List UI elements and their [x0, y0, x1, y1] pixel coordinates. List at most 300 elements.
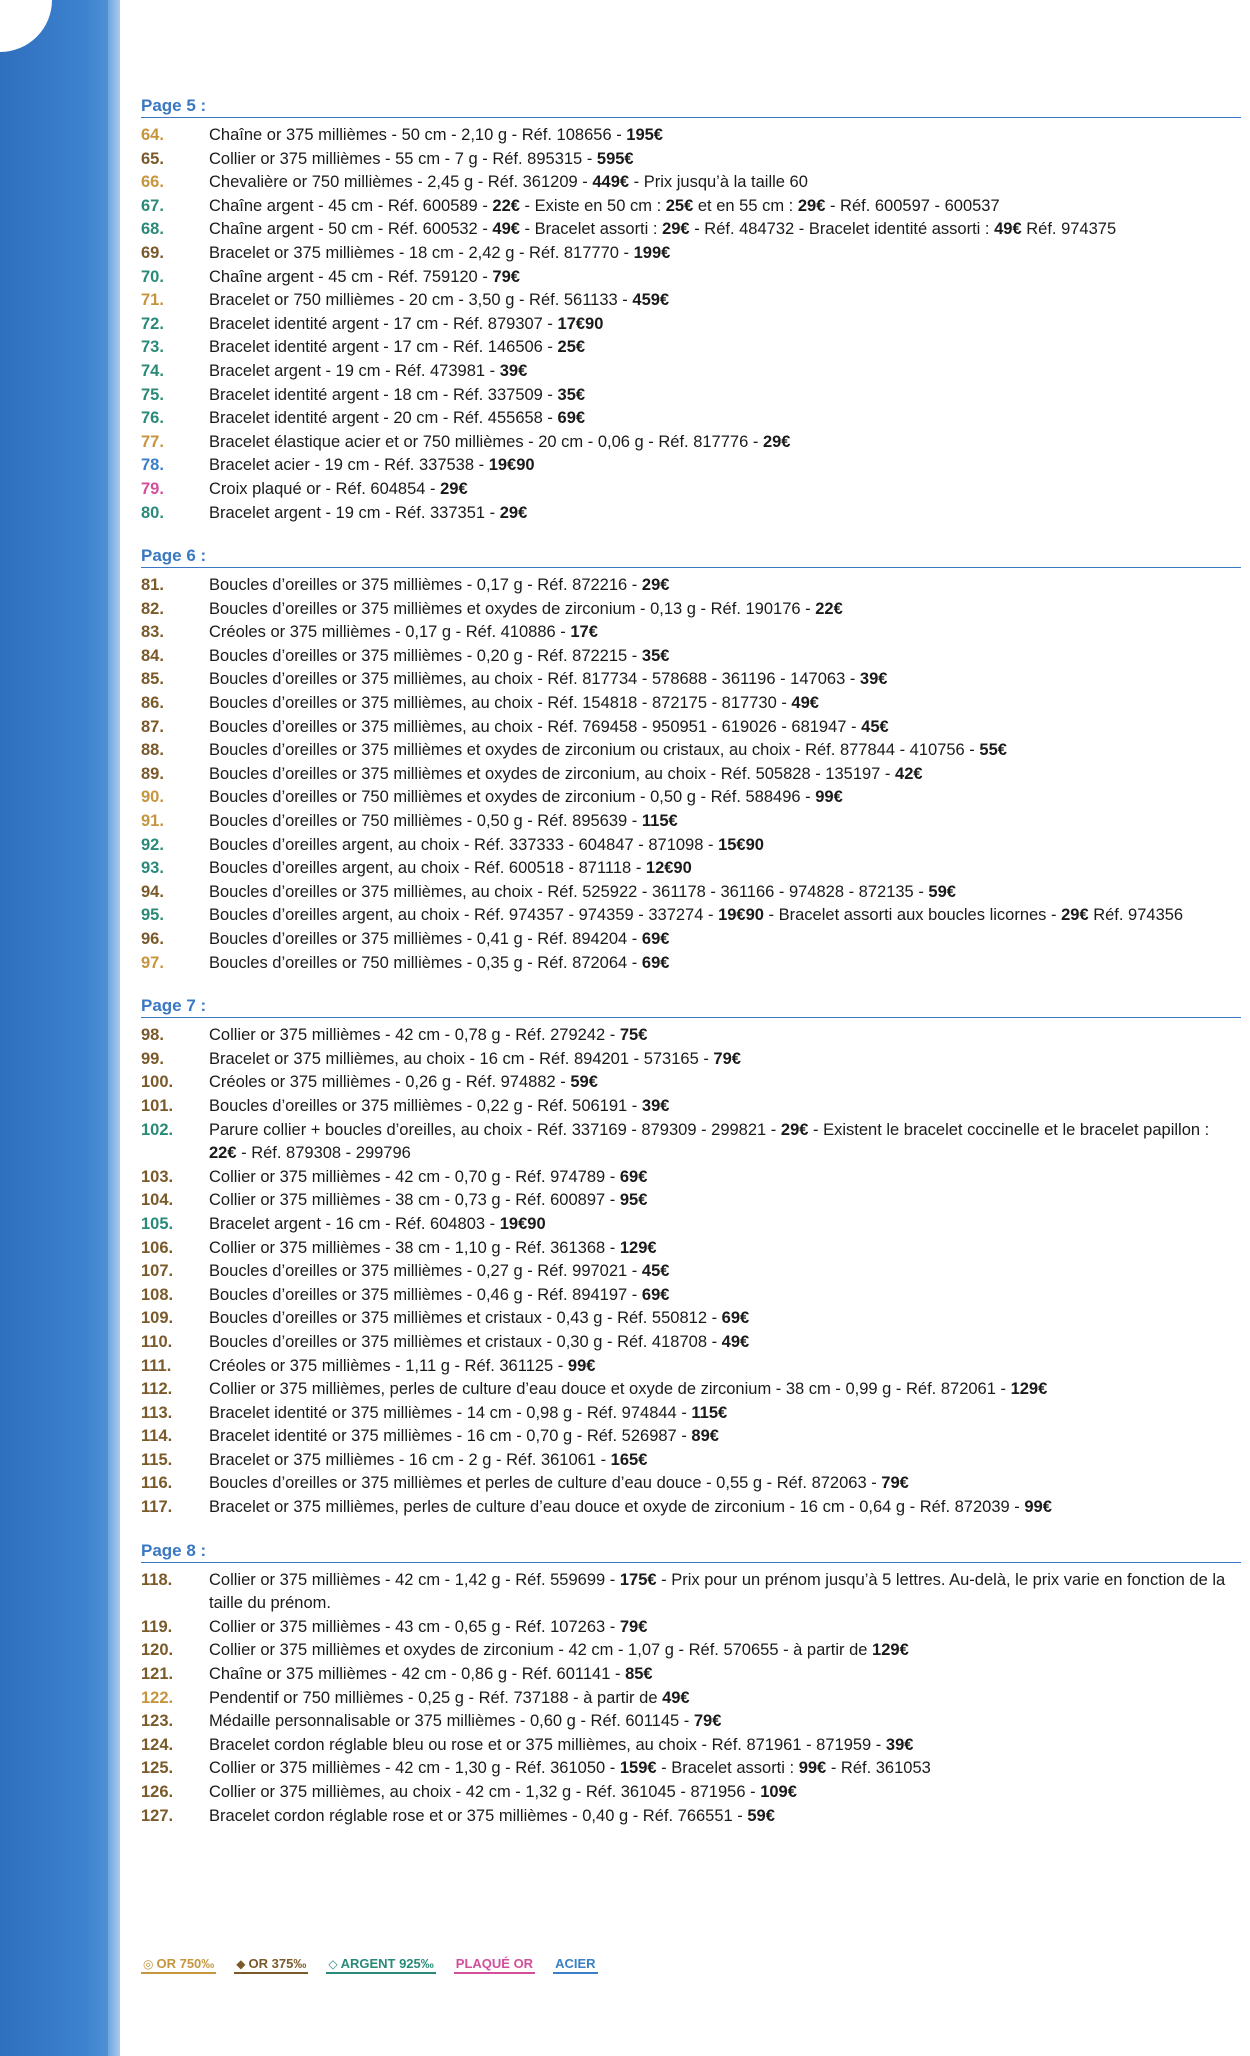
- price: 95€: [619, 1191, 648, 1210]
- page-section: [141, 1540, 1241, 1829]
- list-item: [141, 1048, 1241, 1072]
- description-text: Créoles or 375 millièmes - 1,11 g - Réf. 361125 -: [209, 1356, 568, 1375]
- price: 49€: [721, 1332, 750, 1351]
- description-text: Bracelet identité or 375 millièmes - 14 cm - 0,98 g - Réf. 974844 -: [209, 1403, 692, 1422]
- ring-icon: ◎: [143, 1956, 154, 1971]
- item-description: [209, 739, 1241, 763]
- item-description: [209, 692, 1241, 716]
- list-item: [141, 904, 1241, 928]
- price: 99€: [1024, 1498, 1052, 1517]
- description-text: Boucles d’oreilles argent, au choix - Réf. 974357 - 974359 - 337274 -: [209, 906, 719, 925]
- list-item: [141, 171, 1241, 195]
- item-number: 79.: [141, 479, 164, 498]
- item-description: [209, 1616, 1241, 1640]
- item-number: 96.: [141, 930, 164, 948]
- list-item: [141, 574, 1241, 598]
- description-text: Réf. 974356: [1088, 906, 1184, 925]
- item-description: [209, 1119, 1241, 1166]
- list-item: [141, 1569, 1241, 1616]
- item-description: [209, 1378, 1241, 1402]
- item-number: 88.: [141, 741, 164, 760]
- item-number: 70.: [141, 267, 164, 286]
- list-item: [141, 1402, 1241, 1426]
- list-item: [141, 810, 1241, 834]
- list-item: [141, 360, 1241, 384]
- list-item: [141, 1071, 1241, 1095]
- list-item: [141, 1449, 1241, 1473]
- description-text: Boucles d’oreilles or 375 millièmes - 0,46 g - Réf. 894197 -: [209, 1285, 642, 1304]
- list-item: [141, 384, 1241, 408]
- item-description: [209, 478, 1241, 502]
- item-number: 97.: [141, 953, 164, 972]
- legend-item: [234, 1956, 308, 1974]
- price: 29€: [641, 576, 670, 595]
- legend-item: [326, 1956, 435, 1974]
- item-number: 93.: [141, 859, 164, 878]
- description-text: Boucles d’oreilles or 375 millièmes et perles de culture d’eau douce - 0,55 g - Réf. 872063 -: [209, 1474, 882, 1493]
- item-description: [209, 1449, 1241, 1473]
- list-item: [141, 881, 1241, 905]
- list-item: [141, 716, 1241, 740]
- price: 595€: [596, 149, 634, 168]
- item-number: 120.: [141, 1641, 174, 1660]
- item-number: 102.: [141, 1120, 174, 1139]
- description-text: Boucles d’oreilles or 375 millièmes, au choix - Réf. 817734 - 578688 - 361196 - 147063 -: [209, 670, 860, 689]
- price: 59€: [747, 1806, 775, 1825]
- description-text: Bracelet élastique acier et or 750 millièmes - 20 cm - 0,06 g - Réf. 817776 -: [209, 432, 763, 451]
- price: 25€: [665, 196, 694, 215]
- list-item: [141, 289, 1241, 313]
- list-item: [141, 857, 1241, 881]
- description-text: Bracelet identité or 375 millièmes - 16 cm - 0,70 g - Réf. 526987 -: [209, 1427, 692, 1446]
- item-number: 82.: [141, 599, 164, 618]
- page-section: [141, 95, 1241, 525]
- item-description: [209, 454, 1241, 478]
- page-section: [141, 545, 1241, 975]
- item-number: 119.: [141, 1617, 173, 1636]
- description-text: Bracelet or 750 millièmes - 20 cm - 3,50 g - Réf. 561133 -: [209, 291, 633, 310]
- item-description: [209, 574, 1241, 598]
- item-description: [209, 1284, 1241, 1308]
- description-text: Boucles d’oreilles or 375 millièmes, au choix - Réf. 769458 - 950951 - 619026 - 681947 -: [209, 717, 862, 736]
- item-description: [209, 810, 1241, 834]
- price: 115€: [641, 812, 678, 831]
- page-section: [141, 995, 1241, 1519]
- item-number: 103.: [141, 1167, 174, 1186]
- description-text: Parure collier + boucles d’oreilles, au choix - Réf. 337169 - 879309 - 299821 -: [209, 1120, 781, 1139]
- item-description: [209, 1071, 1241, 1095]
- item-description: [209, 360, 1241, 384]
- list-item: [141, 1260, 1241, 1284]
- price: 35€: [557, 385, 586, 404]
- item-number: 122.: [141, 1688, 174, 1707]
- price: 49€: [791, 694, 819, 713]
- list-item: [141, 1355, 1241, 1379]
- description-text: Créoles or 375 millièmes - 0,17 g - Réf. 410886 -: [209, 623, 571, 642]
- list-item: [141, 1189, 1241, 1213]
- item-number: 68.: [141, 220, 164, 239]
- item-number: 127.: [141, 1806, 174, 1825]
- legend-item: [454, 1956, 535, 1974]
- price: 45€: [641, 1262, 670, 1281]
- list-item: [141, 668, 1241, 692]
- description-text: Chevalière or 750 millièmes - 2,45 g - Réf. 361209 -: [209, 173, 593, 192]
- item-description: [209, 763, 1241, 787]
- price: 459€: [632, 291, 670, 310]
- list-item: [141, 431, 1241, 455]
- description-text: Collier or 375 millièmes - 55 cm - 7 g - Réf. 895315 -: [209, 149, 597, 168]
- price: 115€: [691, 1403, 728, 1422]
- description-text: Boucles d’oreilles or 375 millièmes - 0,17 g - Réf. 872216 -: [209, 576, 642, 595]
- price: 99€: [567, 1356, 596, 1375]
- item-description: [209, 171, 1241, 195]
- price: 29€: [780, 1120, 809, 1139]
- item-number: 105.: [141, 1214, 174, 1233]
- legend-label: ACIER: [555, 1956, 596, 1971]
- price: 79€: [713, 1049, 741, 1068]
- description-text: - Réf. 879308 - 299796: [236, 1144, 411, 1163]
- item-number: 73.: [141, 338, 164, 357]
- price: 22€: [209, 1144, 237, 1163]
- price: 29€: [499, 503, 528, 522]
- item-description: [209, 1734, 1241, 1758]
- item-description: [209, 1048, 1241, 1072]
- list-item: [141, 1687, 1241, 1711]
- price: 17€: [570, 623, 598, 642]
- price: 39€: [859, 670, 888, 689]
- price: 109€: [760, 1783, 797, 1801]
- description-text: Chaîne argent - 45 cm - Réf. 759120 -: [209, 267, 493, 286]
- item-description: [209, 1166, 1241, 1190]
- description-text: Boucles d’oreilles or 750 millièmes - 0,50 g - Réf. 895639 -: [209, 812, 642, 831]
- item-number: 118.: [141, 1570, 173, 1589]
- price: 39€: [885, 1735, 914, 1754]
- item-number: 108.: [141, 1285, 174, 1304]
- item-number: 124.: [141, 1735, 174, 1754]
- item-description: [209, 266, 1241, 290]
- description-text: - Prix pour un prénom jusqu’à 5 lettres. Au-delà, le prix varie en fonction de la taille du prénom.: [209, 1570, 1226, 1613]
- sidebar-edge: [108, 0, 120, 2056]
- price: 165€: [610, 1450, 648, 1469]
- description-text: Bracelet argent - 19 cm - Réf. 337351 -: [209, 503, 500, 522]
- description-text: Boucles d’oreilles or 375 millièmes et cristaux - 0,30 g - Réf. 418708 -: [209, 1332, 722, 1351]
- price: 22€: [815, 599, 843, 618]
- list-item: [141, 478, 1241, 502]
- description-text: Bracelet or 375 millièmes, au choix - 16 cm - Réf. 894201 - 573165 -: [209, 1049, 714, 1068]
- price: 449€: [592, 173, 630, 192]
- description-text: Créoles or 375 millièmes - 0,26 g - Réf. 974882 -: [209, 1073, 571, 1092]
- item-number: 90.: [141, 788, 164, 807]
- item-number: 77.: [141, 432, 164, 451]
- list-item: [141, 598, 1241, 622]
- item-description: [209, 904, 1241, 928]
- item-number: 71.: [141, 291, 164, 310]
- description-text: - Réf. 600597 - 600537: [825, 196, 1000, 215]
- item-description: [209, 834, 1241, 858]
- list-item: [141, 1757, 1241, 1781]
- price: 79€: [492, 267, 520, 286]
- price-list: [141, 95, 1241, 1848]
- list-item: [141, 1639, 1241, 1663]
- item-number: 95.: [141, 906, 164, 925]
- item-number: 116.: [141, 1474, 173, 1493]
- item-number: 64.: [141, 126, 164, 144]
- item-description: [209, 1663, 1241, 1687]
- item-number: 81.: [141, 576, 164, 595]
- item-number: 110.: [141, 1332, 173, 1351]
- gem-icon: ◇: [328, 1956, 338, 1971]
- list-item: [141, 336, 1241, 360]
- description-text: Boucles d’oreilles or 750 millièmes - 0,35 g - Réf. 872064 -: [209, 953, 642, 972]
- legend-label: ARGENT 925‰: [340, 1956, 434, 1971]
- list-item: [141, 1734, 1241, 1758]
- price: 69€: [641, 953, 670, 972]
- item-description: [209, 313, 1241, 337]
- price: 89€: [691, 1427, 719, 1446]
- item-number: 112.: [141, 1380, 173, 1399]
- item-number: 94.: [141, 882, 164, 901]
- description-text: Bracelet argent - 19 cm - Réf. 473981 -: [209, 361, 500, 380]
- list-item: [141, 739, 1241, 763]
- description-text: Boucles d’oreilles or 375 millièmes et cristaux - 0,43 g - Réf. 550812 -: [209, 1309, 722, 1328]
- item-number: 78.: [141, 456, 164, 475]
- price: 129€: [619, 1238, 657, 1257]
- list-item: [141, 1237, 1241, 1261]
- list-item: [141, 834, 1241, 858]
- item-description: [209, 1425, 1241, 1449]
- description-text: Boucles d’oreilles or 375 millièmes et oxydes de zirconium ou cristaux, au choix - Réf. 877844 - 410756 -: [209, 741, 980, 760]
- description-text: Bracelet or 375 millièmes - 16 cm - 2 g - Réf. 361061 -: [209, 1450, 611, 1469]
- description-text: Bracelet or 375 millièmes - 18 cm - 2,42 g - Réf. 817770 -: [209, 243, 634, 262]
- item-description: [209, 1024, 1241, 1048]
- price: 199€: [633, 243, 671, 262]
- list-item: [141, 148, 1241, 172]
- item-description: [209, 148, 1241, 172]
- description-text: - Existent le bracelet coccinelle et le bracelet papillon :: [808, 1120, 1210, 1139]
- list-item: [141, 1710, 1241, 1734]
- item-number: 111.: [141, 1356, 172, 1375]
- price: 75€: [619, 1026, 648, 1045]
- description-text: et en 55 cm :: [693, 196, 798, 215]
- list-item: [141, 1663, 1241, 1687]
- list-item: [141, 1805, 1241, 1829]
- item-number: 92.: [141, 835, 164, 854]
- item-description: [209, 1639, 1241, 1663]
- item-number: 67.: [141, 196, 164, 215]
- list-item: [141, 218, 1241, 242]
- price: 79€: [619, 1617, 648, 1636]
- item-number: 115.: [141, 1450, 173, 1469]
- list-item: [141, 1616, 1241, 1640]
- sidebar-corner-cut: [0, 0, 52, 52]
- description-text: Boucles d’oreilles or 375 millièmes - 0,27 g - Réf. 997021 -: [209, 1262, 642, 1281]
- list-item: [141, 645, 1241, 669]
- list-item: [141, 1166, 1241, 1190]
- item-number: 101.: [141, 1096, 174, 1115]
- price: 69€: [557, 409, 586, 428]
- item-number: 126.: [141, 1783, 174, 1801]
- legend-item: [553, 1956, 597, 1974]
- item-description: [209, 952, 1241, 976]
- item-number: 123.: [141, 1712, 174, 1731]
- price: 79€: [881, 1474, 909, 1493]
- description-text: Bracelet cordon réglable rose et or 375 millièmes - 0,40 g - Réf. 766551 -: [209, 1806, 748, 1825]
- description-text: Pendentif or 750 millièmes - 0,25 g - Réf. 737188 - à partir de: [209, 1688, 663, 1707]
- item-number: 80.: [141, 503, 164, 522]
- item-description: [209, 407, 1241, 431]
- description-text: Collier or 375 millièmes, perles de culture d’eau douce et oxyde de zirconium - 38 cm - 0,99 g - Réf. 872061 -: [209, 1380, 1011, 1399]
- item-description: [209, 218, 1241, 242]
- price: 69€: [641, 1285, 670, 1304]
- item-description: [209, 881, 1241, 905]
- price: 42€: [895, 764, 923, 783]
- description-text: - Réf. 484732 - Bracelet identité assorti :: [689, 220, 995, 239]
- item-description: [209, 786, 1241, 810]
- description-text: Boucles d’oreilles or 750 millièmes et oxydes de zirconium - 0,50 g - Réf. 588496 -: [209, 788, 816, 807]
- price: 19€90: [718, 906, 764, 925]
- list-item: [141, 1781, 1241, 1805]
- price: 22€: [492, 196, 520, 215]
- item-number: 65.: [141, 149, 164, 168]
- description-text: Collier or 375 millièmes - 42 cm - 1,42 g - Réf. 559699 -: [209, 1570, 620, 1589]
- price: 99€: [815, 788, 843, 807]
- description-text: Collier or 375 millièmes - 42 cm - 0,70 g - Réf. 974789 -: [209, 1167, 620, 1186]
- description-text: Collier or 375 millièmes - 42 cm - 0,78 g - Réf. 279242 -: [209, 1026, 620, 1045]
- item-description: [209, 195, 1241, 219]
- description-text: Croix plaqué or - Réf. 604854 -: [209, 479, 441, 498]
- item-number: 125.: [141, 1759, 174, 1778]
- item-number: 84.: [141, 646, 164, 665]
- item-description: [209, 598, 1241, 622]
- item-description: [209, 1805, 1241, 1829]
- item-number: 99.: [141, 1049, 164, 1068]
- item-number: 86.: [141, 694, 164, 713]
- list-item: [141, 621, 1241, 645]
- description-text: Boucles d’oreilles or 375 millièmes - 0,22 g - Réf. 506191 -: [209, 1096, 642, 1115]
- description-text: Boucles d’oreilles or 375 millièmes et oxydes de zirconium, au choix - Réf. 505828 - 135197 -: [209, 764, 896, 783]
- section-heading: Page 7 :: [141, 995, 1241, 1018]
- list-item: [141, 928, 1241, 952]
- item-description: [209, 1189, 1241, 1213]
- price: 59€: [928, 882, 956, 901]
- list-item: [141, 266, 1241, 290]
- price: 175€: [619, 1570, 657, 1589]
- list-item: [141, 1496, 1241, 1520]
- description-text: Chaîne argent - 50 cm - Réf. 600532 -: [209, 220, 493, 239]
- description-text: Collier or 375 millièmes - 38 cm - 1,10 g - Réf. 361368 -: [209, 1238, 620, 1257]
- price: 69€: [641, 930, 670, 948]
- item-number: 117.: [141, 1498, 173, 1517]
- item-description: [209, 668, 1241, 692]
- item-description: [209, 1213, 1241, 1237]
- item-description: [209, 431, 1241, 455]
- item-number: 85.: [141, 670, 164, 689]
- legend-label: OR 375‰: [248, 1956, 307, 1971]
- item-description: [209, 645, 1241, 669]
- list-item: [141, 1472, 1241, 1496]
- item-description: [209, 336, 1241, 360]
- item-number: 104.: [141, 1191, 174, 1210]
- item-number: 66.: [141, 173, 164, 192]
- item-description: [209, 1095, 1241, 1119]
- material-legend: [141, 1956, 598, 1974]
- price: 35€: [641, 646, 670, 665]
- description-text: Chaîne argent - 45 cm - Réf. 600589 -: [209, 196, 493, 215]
- price: 159€: [619, 1759, 657, 1778]
- price: 29€: [762, 432, 791, 451]
- item-number: 75.: [141, 385, 164, 404]
- list-item: [141, 195, 1241, 219]
- legend-label: PLAQUÉ OR: [455, 1956, 534, 1971]
- price: 17€90: [557, 314, 604, 333]
- item-number: 76.: [141, 409, 164, 428]
- item-description: [209, 1260, 1241, 1284]
- description-text: Bracelet argent - 16 cm - Réf. 604803 -: [209, 1214, 500, 1233]
- item-description: [209, 1569, 1241, 1616]
- item-description: [209, 621, 1241, 645]
- price: 99€: [798, 1759, 827, 1778]
- price: 29€: [1061, 906, 1089, 925]
- description-text: - Prix jusqu’à la taille 60: [629, 173, 808, 192]
- item-description: [209, 928, 1241, 952]
- item-description: [209, 1496, 1241, 1520]
- description-text: - Bracelet assorti aux boucles licornes -: [763, 906, 1062, 925]
- price: 49€: [662, 1688, 690, 1707]
- description-text: Boucles d’oreilles or 375 millièmes, au choix - Réf. 525922 - 361178 - 361166 - 974828 - 872135 -: [209, 882, 929, 901]
- item-description: [209, 124, 1241, 148]
- price: 19€90: [488, 456, 535, 475]
- list-item: [141, 1378, 1241, 1402]
- description-text: - Existe en 50 cm :: [519, 196, 666, 215]
- item-number: 72.: [141, 314, 164, 333]
- description-text: Collier or 375 millièmes et oxydes de zirconium - 42 cm - 1,07 g - Réf. 570655 - à partir de: [209, 1641, 873, 1660]
- price: 129€: [872, 1641, 909, 1660]
- item-number: 98.: [141, 1026, 164, 1045]
- item-description: [209, 1331, 1241, 1355]
- price: 45€: [861, 717, 889, 736]
- description-text: Bracelet identité argent - 20 cm - Réf. 455658 -: [209, 409, 558, 428]
- list-item: [141, 1425, 1241, 1449]
- item-description: [209, 242, 1241, 266]
- item-number: 121.: [141, 1665, 174, 1684]
- description-text: Chaîne or 375 millièmes - 50 cm - 2,10 g - Réf. 108656 -: [209, 126, 627, 144]
- price: 19€90: [499, 1214, 546, 1233]
- list-item: [141, 763, 1241, 787]
- description-text: Boucles d’oreilles argent, au choix - Réf. 337333 - 604847 - 871098 -: [209, 835, 719, 854]
- description-text: - Bracelet assorti :: [519, 220, 663, 239]
- price: 55€: [979, 741, 1007, 760]
- description-text: - Bracelet assorti :: [656, 1759, 799, 1778]
- description-text: Bracelet or 375 millièmes, perles de culture d’eau douce et oxyde de zirconium - 16 cm - 0,64 g - Réf. 872039 -: [209, 1498, 1025, 1517]
- item-description: [209, 502, 1241, 526]
- item-description: [209, 1307, 1241, 1331]
- description-text: Collier or 375 millièmes - 38 cm - 0,73 g - Réf. 600897 -: [209, 1191, 620, 1210]
- price: 29€: [440, 479, 468, 498]
- list-item: [141, 1095, 1241, 1119]
- price: 129€: [1010, 1380, 1048, 1399]
- item-description: [209, 1355, 1241, 1379]
- price: 15€90: [718, 835, 764, 854]
- item-number: 113.: [141, 1403, 173, 1422]
- list-item: [141, 692, 1241, 716]
- price: 195€: [626, 126, 663, 144]
- price: 79€: [693, 1712, 722, 1731]
- price: 29€: [797, 196, 826, 215]
- item-number: 100.: [141, 1073, 174, 1092]
- list-item: [141, 1307, 1241, 1331]
- price: 25€: [557, 338, 586, 357]
- decorative-sidebar: [0, 0, 120, 2056]
